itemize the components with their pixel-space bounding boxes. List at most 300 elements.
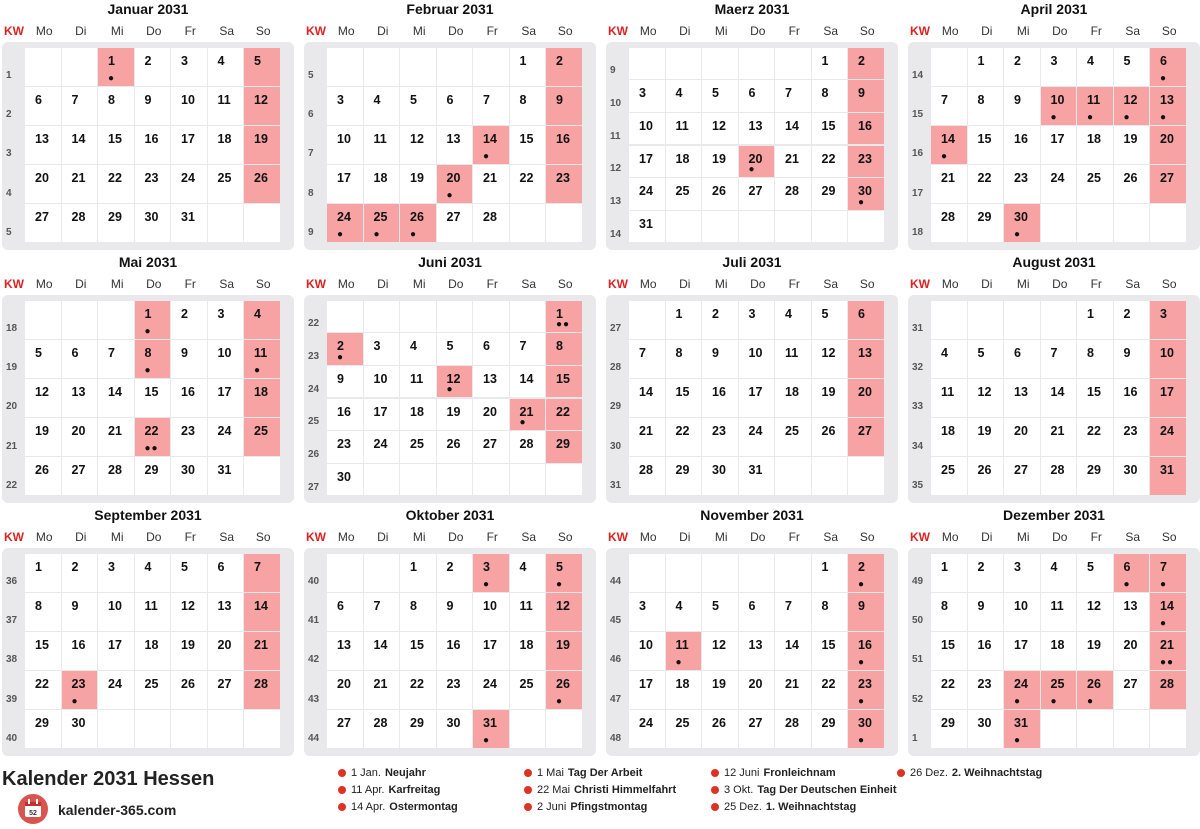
day-cell[interactable] (62, 126, 98, 164)
day-cell[interactable] (1041, 632, 1077, 670)
day-cell[interactable] (473, 333, 509, 365)
day-cell[interactable] (510, 165, 546, 203)
day-cell[interactable] (364, 431, 400, 463)
day-cell[interactable] (510, 366, 546, 398)
day-cell[interactable] (666, 671, 702, 709)
day-cell[interactable] (702, 146, 738, 178)
day-cell[interactable] (364, 399, 400, 431)
day-cell[interactable] (327, 87, 363, 125)
day-cell[interactable] (848, 80, 884, 112)
day-cell[interactable] (629, 80, 665, 112)
day-cell[interactable] (510, 431, 546, 463)
day-cell[interactable] (775, 146, 811, 178)
day-cell[interactable] (968, 165, 1004, 203)
day-cell[interactable] (1114, 379, 1150, 417)
day-cell[interactable] (98, 554, 134, 592)
day-cell[interactable] (171, 593, 207, 631)
day-cell[interactable] (775, 178, 811, 210)
day-cell[interactable] (775, 340, 811, 378)
day-cell[interactable] (968, 710, 1004, 748)
day-cell[interactable] (1150, 418, 1186, 456)
day-cell[interactable] (1114, 418, 1150, 456)
day-cell[interactable] (171, 126, 207, 164)
day-cell[interactable] (812, 593, 848, 631)
day-cell[interactable] (1004, 457, 1040, 495)
day-cell[interactable] (400, 593, 436, 631)
day-cell[interactable] (171, 632, 207, 670)
day-cell[interactable] (510, 126, 546, 164)
day-cell[interactable] (135, 632, 171, 670)
day-cell[interactable] (666, 632, 702, 670)
day-cell[interactable] (62, 204, 98, 242)
day-cell[interactable] (931, 457, 967, 495)
day-cell[interactable] (1041, 126, 1077, 164)
day-cell[interactable] (1150, 87, 1186, 125)
day-cell[interactable] (510, 87, 546, 125)
day-cell[interactable] (364, 593, 400, 631)
day-cell[interactable] (848, 554, 884, 592)
day-cell[interactable] (473, 431, 509, 463)
day-cell[interactable] (135, 165, 171, 203)
day-cell[interactable] (1077, 126, 1113, 164)
day-cell[interactable] (171, 48, 207, 86)
day-cell[interactable] (62, 457, 98, 495)
day-cell[interactable] (1077, 418, 1113, 456)
day-cell[interactable] (1150, 165, 1186, 203)
day-cell[interactable] (931, 593, 967, 631)
day-cell[interactable] (931, 340, 967, 378)
day-cell[interactable] (1004, 710, 1040, 748)
day-cell[interactable] (400, 333, 436, 365)
day-cell[interactable] (1041, 457, 1077, 495)
day-cell[interactable] (702, 113, 738, 145)
day-cell[interactable] (208, 126, 244, 164)
day-cell[interactable] (702, 379, 738, 417)
day-cell[interactable] (25, 457, 61, 495)
day-cell[interactable] (1077, 379, 1113, 417)
day-cell[interactable] (931, 671, 967, 709)
day-cell[interactable] (968, 671, 1004, 709)
day-cell[interactable] (629, 632, 665, 670)
day-cell[interactable] (400, 126, 436, 164)
day-cell[interactable] (327, 333, 363, 365)
day-cell[interactable] (244, 48, 280, 86)
day-cell[interactable] (135, 301, 171, 339)
day-cell[interactable] (1150, 632, 1186, 670)
day-cell[interactable] (1004, 418, 1040, 456)
day-cell[interactable] (135, 593, 171, 631)
day-cell[interactable] (775, 418, 811, 456)
day-cell[interactable] (437, 333, 473, 365)
day-cell[interactable] (739, 710, 775, 748)
day-cell[interactable] (968, 593, 1004, 631)
day-cell[interactable] (364, 366, 400, 398)
day-cell[interactable] (135, 379, 171, 417)
day-cell[interactable] (702, 457, 738, 495)
day-cell[interactable] (171, 301, 207, 339)
day-cell[interactable] (848, 632, 884, 670)
day-cell[interactable] (473, 710, 509, 748)
day-cell[interactable] (848, 301, 884, 339)
day-cell[interactable] (629, 379, 665, 417)
day-cell[interactable] (473, 632, 509, 670)
day-cell[interactable] (546, 87, 582, 125)
day-cell[interactable] (208, 48, 244, 86)
day-cell[interactable] (775, 301, 811, 339)
day-cell[interactable] (666, 146, 702, 178)
day-cell[interactable] (666, 418, 702, 456)
day-cell[interactable] (473, 204, 509, 242)
day-cell[interactable] (1150, 457, 1186, 495)
day-cell[interactable] (848, 379, 884, 417)
day-cell[interactable] (437, 366, 473, 398)
day-cell[interactable] (931, 126, 967, 164)
day-cell[interactable] (848, 418, 884, 456)
day-cell[interactable] (327, 710, 363, 748)
day-cell[interactable] (666, 340, 702, 378)
day-cell[interactable] (62, 554, 98, 592)
day-cell[interactable] (62, 632, 98, 670)
day-cell[interactable] (739, 340, 775, 378)
day-cell[interactable] (546, 366, 582, 398)
day-cell[interactable] (25, 165, 61, 203)
day-cell[interactable] (702, 632, 738, 670)
day-cell[interactable] (244, 165, 280, 203)
day-cell[interactable] (968, 204, 1004, 242)
day-cell[interactable] (437, 554, 473, 592)
day-cell[interactable] (364, 671, 400, 709)
day-cell[interactable] (400, 366, 436, 398)
day-cell[interactable] (25, 671, 61, 709)
day-cell[interactable] (629, 593, 665, 631)
day-cell[interactable] (98, 204, 134, 242)
day-cell[interactable] (244, 379, 280, 417)
day-cell[interactable] (1004, 165, 1040, 203)
day-cell[interactable] (171, 554, 207, 592)
day-cell[interactable] (666, 710, 702, 748)
day-cell[interactable] (244, 632, 280, 670)
day-cell[interactable] (25, 204, 61, 242)
day-cell[interactable] (629, 418, 665, 456)
day-cell[interactable] (208, 632, 244, 670)
day-cell[interactable] (244, 671, 280, 709)
day-cell[interactable] (702, 418, 738, 456)
day-cell[interactable] (1114, 671, 1150, 709)
day-cell[interactable] (968, 379, 1004, 417)
day-cell[interactable] (400, 632, 436, 670)
day-cell[interactable] (848, 178, 884, 210)
day-cell[interactable] (968, 87, 1004, 125)
day-cell[interactable] (546, 126, 582, 164)
day-cell[interactable] (739, 457, 775, 495)
day-cell[interactable] (775, 593, 811, 631)
day-cell[interactable] (400, 431, 436, 463)
day-cell[interactable] (1150, 340, 1186, 378)
day-cell[interactable] (135, 48, 171, 86)
day-cell[interactable] (848, 593, 884, 631)
day-cell[interactable] (739, 632, 775, 670)
day-cell[interactable] (546, 48, 582, 86)
day-cell[interactable] (473, 87, 509, 125)
day-cell[interactable] (629, 113, 665, 145)
day-cell[interactable] (208, 301, 244, 339)
day-cell[interactable] (812, 146, 848, 178)
day-cell[interactable] (364, 87, 400, 125)
day-cell[interactable] (666, 301, 702, 339)
day-cell[interactable] (25, 340, 61, 378)
day-cell[interactable] (739, 113, 775, 145)
day-cell[interactable] (812, 710, 848, 748)
day-cell[interactable] (135, 671, 171, 709)
day-cell[interactable] (1004, 379, 1040, 417)
day-cell[interactable] (510, 671, 546, 709)
day-cell[interactable] (739, 671, 775, 709)
day-cell[interactable] (1114, 87, 1150, 125)
day-cell[interactable] (135, 204, 171, 242)
day-cell[interactable] (244, 126, 280, 164)
day-cell[interactable] (546, 333, 582, 365)
day-cell[interactable] (1114, 126, 1150, 164)
day-cell[interactable] (327, 165, 363, 203)
day-cell[interactable] (1077, 48, 1113, 86)
day-cell[interactable] (208, 457, 244, 495)
day-cell[interactable] (400, 165, 436, 203)
day-cell[interactable] (62, 340, 98, 378)
day-cell[interactable] (812, 554, 848, 592)
day-cell[interactable] (171, 204, 207, 242)
day-cell[interactable] (1004, 671, 1040, 709)
day-cell[interactable] (437, 87, 473, 125)
day-cell[interactable] (98, 632, 134, 670)
day-cell[interactable] (968, 418, 1004, 456)
day-cell[interactable] (702, 593, 738, 631)
day-cell[interactable] (208, 593, 244, 631)
day-cell[interactable] (1150, 593, 1186, 631)
day-cell[interactable] (473, 366, 509, 398)
day-cell[interactable] (931, 379, 967, 417)
day-cell[interactable] (546, 593, 582, 631)
day-cell[interactable] (666, 113, 702, 145)
day-cell[interactable] (848, 48, 884, 80)
day-cell[interactable] (473, 554, 509, 592)
day-cell[interactable] (931, 165, 967, 203)
day-cell[interactable] (1150, 554, 1186, 592)
day-cell[interactable] (666, 178, 702, 210)
day-cell[interactable] (1077, 554, 1113, 592)
day-cell[interactable] (1041, 593, 1077, 631)
day-cell[interactable] (98, 126, 134, 164)
day-cell[interactable] (171, 457, 207, 495)
day-cell[interactable] (775, 379, 811, 417)
day-cell[interactable] (812, 48, 848, 80)
day-cell[interactable] (968, 632, 1004, 670)
day-cell[interactable] (400, 671, 436, 709)
day-cell[interactable] (62, 710, 98, 748)
day-cell[interactable] (1004, 593, 1040, 631)
day-cell[interactable] (208, 87, 244, 125)
day-cell[interactable] (1004, 554, 1040, 592)
day-cell[interactable] (812, 632, 848, 670)
day-cell[interactable] (1114, 593, 1150, 631)
day-cell[interactable] (1114, 340, 1150, 378)
day-cell[interactable] (1114, 554, 1150, 592)
day-cell[interactable] (1077, 671, 1113, 709)
day-cell[interactable] (666, 379, 702, 417)
day-cell[interactable] (98, 671, 134, 709)
day-cell[interactable] (931, 204, 967, 242)
day-cell[interactable] (364, 710, 400, 748)
day-cell[interactable] (135, 87, 171, 125)
day-cell[interactable] (437, 431, 473, 463)
day-cell[interactable] (62, 87, 98, 125)
day-cell[interactable] (812, 301, 848, 339)
day-cell[interactable] (1004, 632, 1040, 670)
day-cell[interactable] (629, 457, 665, 495)
day-cell[interactable] (702, 671, 738, 709)
day-cell[interactable] (327, 204, 363, 242)
day-cell[interactable] (629, 178, 665, 210)
day-cell[interactable] (473, 399, 509, 431)
day-cell[interactable] (629, 710, 665, 748)
day-cell[interactable] (98, 87, 134, 125)
day-cell[interactable] (739, 418, 775, 456)
day-cell[interactable] (327, 464, 363, 496)
day-cell[interactable] (25, 554, 61, 592)
day-cell[interactable] (327, 632, 363, 670)
day-cell[interactable] (1041, 165, 1077, 203)
day-cell[interactable] (1150, 126, 1186, 164)
day-cell[interactable] (473, 593, 509, 631)
day-cell[interactable] (968, 554, 1004, 592)
day-cell[interactable] (739, 178, 775, 210)
day-cell[interactable] (1077, 457, 1113, 495)
day-cell[interactable] (1077, 593, 1113, 631)
day-cell[interactable] (327, 593, 363, 631)
day-cell[interactable] (1041, 340, 1077, 378)
day-cell[interactable] (510, 593, 546, 631)
day-cell[interactable] (1041, 671, 1077, 709)
day-cell[interactable] (1077, 87, 1113, 125)
day-cell[interactable] (364, 126, 400, 164)
day-cell[interactable] (171, 418, 207, 456)
day-cell[interactable] (98, 457, 134, 495)
day-cell[interactable] (1041, 48, 1077, 86)
day-cell[interactable] (400, 710, 436, 748)
day-cell[interactable] (666, 80, 702, 112)
day-cell[interactable] (437, 399, 473, 431)
day-cell[interactable] (812, 418, 848, 456)
day-cell[interactable] (1114, 457, 1150, 495)
day-cell[interactable] (171, 379, 207, 417)
day-cell[interactable] (1114, 301, 1150, 339)
day-cell[interactable] (702, 178, 738, 210)
day-cell[interactable] (848, 146, 884, 178)
day-cell[interactable] (702, 301, 738, 339)
day-cell[interactable] (812, 379, 848, 417)
day-cell[interactable] (1150, 301, 1186, 339)
day-cell[interactable] (1077, 165, 1113, 203)
day-cell[interactable] (208, 418, 244, 456)
day-cell[interactable] (546, 632, 582, 670)
day-cell[interactable] (702, 80, 738, 112)
day-cell[interactable] (208, 165, 244, 203)
day-cell[interactable] (25, 418, 61, 456)
day-cell[interactable] (98, 48, 134, 86)
day-cell[interactable] (135, 457, 171, 495)
day-cell[interactable] (98, 418, 134, 456)
day-cell[interactable] (25, 126, 61, 164)
day-cell[interactable] (327, 399, 363, 431)
day-cell[interactable] (437, 126, 473, 164)
day-cell[interactable] (1077, 301, 1113, 339)
day-cell[interactable] (1004, 48, 1040, 86)
day-cell[interactable] (135, 554, 171, 592)
day-cell[interactable] (848, 671, 884, 709)
day-cell[interactable] (208, 554, 244, 592)
day-cell[interactable] (135, 340, 171, 378)
day-cell[interactable] (1114, 165, 1150, 203)
day-cell[interactable] (1004, 87, 1040, 125)
day-cell[interactable] (171, 165, 207, 203)
day-cell[interactable] (968, 457, 1004, 495)
day-cell[interactable] (437, 204, 473, 242)
day-cell[interactable] (1004, 204, 1040, 242)
day-cell[interactable] (400, 399, 436, 431)
day-cell[interactable] (510, 333, 546, 365)
day-cell[interactable] (327, 671, 363, 709)
day-cell[interactable] (510, 554, 546, 592)
day-cell[interactable] (364, 204, 400, 242)
day-cell[interactable] (62, 165, 98, 203)
day-cell[interactable] (135, 126, 171, 164)
day-cell[interactable] (25, 87, 61, 125)
day-cell[interactable] (848, 710, 884, 748)
day-cell[interactable] (1150, 379, 1186, 417)
day-cell[interactable] (848, 113, 884, 145)
day-cell[interactable] (931, 87, 967, 125)
day-cell[interactable] (473, 165, 509, 203)
day-cell[interactable] (327, 366, 363, 398)
day-cell[interactable] (739, 301, 775, 339)
day-cell[interactable] (1041, 379, 1077, 417)
day-cell[interactable] (364, 632, 400, 670)
day-cell[interactable] (25, 379, 61, 417)
day-cell[interactable] (812, 178, 848, 210)
day-cell[interactable] (1077, 632, 1113, 670)
day-cell[interactable] (98, 340, 134, 378)
day-cell[interactable] (1004, 126, 1040, 164)
day-cell[interactable] (400, 204, 436, 242)
day-cell[interactable] (1004, 340, 1040, 378)
day-cell[interactable] (1150, 48, 1186, 86)
day-cell[interactable] (327, 126, 363, 164)
day-cell[interactable] (739, 379, 775, 417)
day-cell[interactable] (546, 671, 582, 709)
day-cell[interactable] (1041, 418, 1077, 456)
day-cell[interactable] (1041, 554, 1077, 592)
day-cell[interactable] (510, 399, 546, 431)
day-cell[interactable] (244, 301, 280, 339)
day-cell[interactable] (775, 113, 811, 145)
day-cell[interactable] (98, 593, 134, 631)
day-cell[interactable] (208, 671, 244, 709)
day-cell[interactable] (171, 340, 207, 378)
day-cell[interactable] (629, 211, 665, 243)
day-cell[interactable] (812, 80, 848, 112)
day-cell[interactable] (702, 340, 738, 378)
day-cell[interactable] (739, 593, 775, 631)
day-cell[interactable] (25, 593, 61, 631)
